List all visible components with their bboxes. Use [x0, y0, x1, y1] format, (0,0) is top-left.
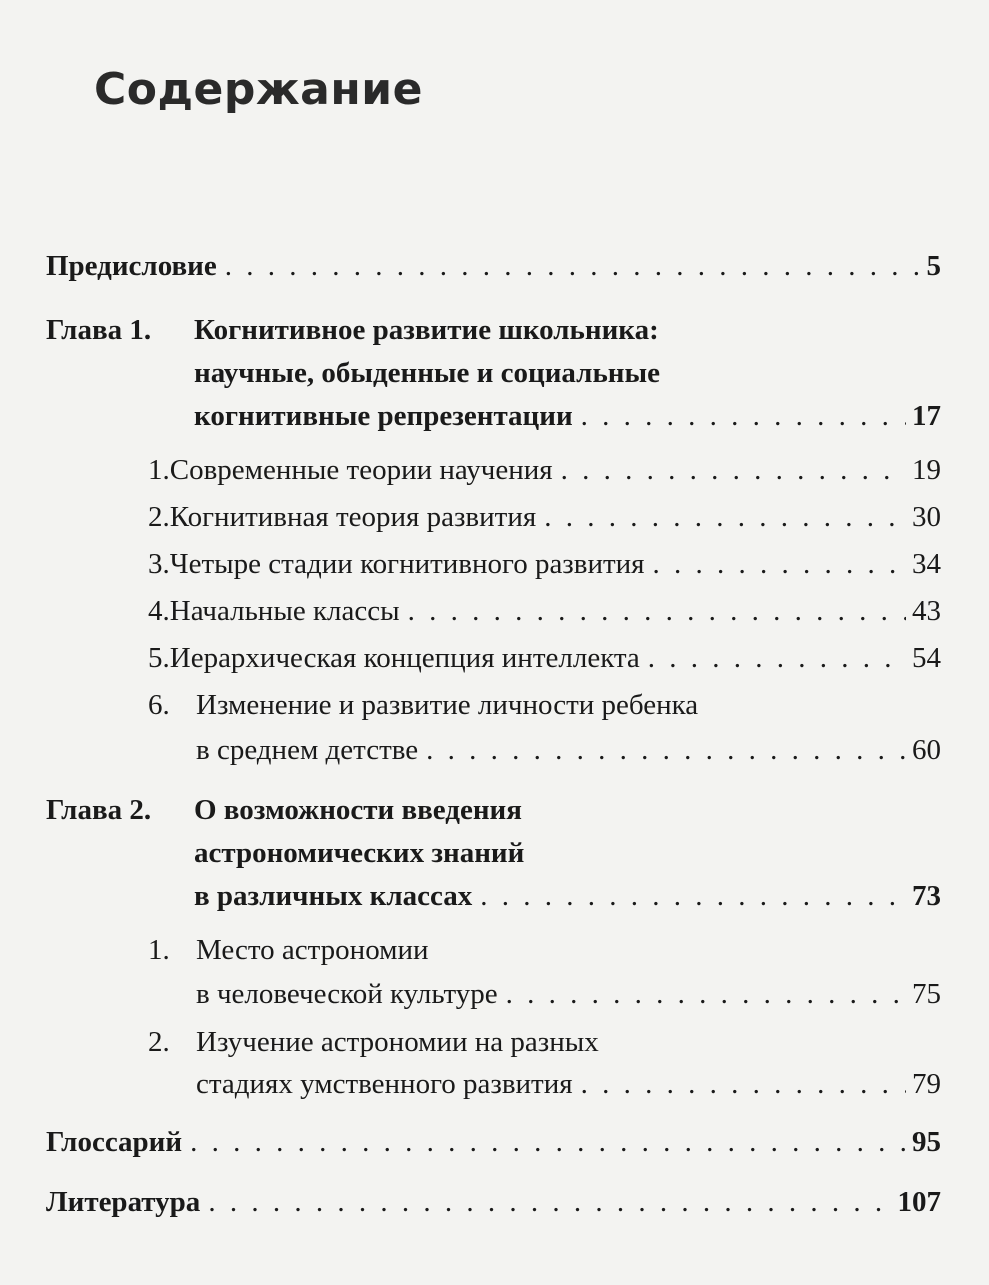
- dot-leader: [544, 497, 906, 537]
- toc-chapter-1-line-2: [194, 353, 941, 393]
- toc-chapter-1-line-1[interactable]: [46, 310, 941, 350]
- toc-section-1-6-cont: [196, 730, 941, 770]
- chapter-label: Глава 2.: [46, 794, 152, 826]
- toc-section-1-6[interactable]: [148, 685, 941, 725]
- toc-section-2-1-cont: [196, 974, 941, 1014]
- toc-section-1-5[interactable]: [148, 638, 941, 678]
- dot-leader: [190, 1122, 906, 1162]
- dot-leader: [506, 974, 906, 1014]
- toc-page-number: 54: [912, 642, 941, 674]
- section-title: Иерархическая концепция интеллекта: [169, 642, 640, 674]
- toc-page-number: 34: [912, 548, 941, 580]
- toc-entry-literature[interactable]: [46, 1182, 941, 1222]
- section-title: Современные теории научения: [169, 454, 553, 486]
- toc-section-1-3[interactable]: [148, 544, 941, 584]
- chapter-title-line: когнитивные репрезентации: [194, 400, 573, 432]
- section-number: 1.: [148, 934, 170, 966]
- chapter-title-line: Когнитивное развитие школьника:: [194, 314, 659, 346]
- chapter-label: Глава 1.: [46, 314, 152, 346]
- page-title: Содержание: [94, 64, 423, 115]
- section-number: 6.: [148, 689, 170, 721]
- chapter-title-line: астрономических знаний: [194, 837, 525, 869]
- section-title: стадиях умственного развития: [196, 1068, 573, 1100]
- section-number: 1.: [148, 454, 170, 486]
- section-number: 2.: [148, 1026, 170, 1058]
- toc-section-2-2-cont: [196, 1064, 941, 1104]
- toc-entry-glossary[interactable]: [46, 1122, 941, 1162]
- section-number: 2.: [148, 501, 170, 533]
- toc-page-number: 95: [912, 1126, 941, 1158]
- section-number: 3.: [148, 548, 170, 580]
- section-title: Изучение астрономии на разных: [196, 1026, 599, 1058]
- dot-leader: [581, 1064, 906, 1104]
- dot-leader: [480, 876, 906, 916]
- section-title: Изменение и развитие личности ребенка: [196, 689, 699, 721]
- toc-chapter-2-line-1[interactable]: [46, 790, 941, 830]
- toc-page-number: 19: [912, 454, 941, 486]
- section-number: 5.: [148, 642, 170, 674]
- toc-page-number: 75: [912, 978, 941, 1010]
- toc-page-number: 5: [926, 250, 941, 282]
- toc-page-number: 79: [912, 1068, 941, 1100]
- section-title: в человеческой культуре: [196, 978, 498, 1010]
- toc-chapter-2-line-3: [194, 876, 941, 916]
- chapter-title-line: научные, обыденные и социальные: [194, 357, 661, 389]
- dot-leader: [561, 450, 906, 490]
- toc-chapter-1-line-3: [194, 396, 941, 436]
- section-title: Четыре стадии когнитивного развития: [169, 548, 645, 580]
- section-title: Начальные классы: [169, 595, 400, 627]
- dot-leader: [653, 544, 906, 584]
- toc-chapter-2-line-2: [194, 833, 941, 873]
- toc-page-number: 107: [897, 1186, 941, 1218]
- toc-section-1-2[interactable]: [148, 497, 941, 537]
- toc-entry-label: Глоссарий: [46, 1126, 183, 1158]
- toc-page-number: 17: [912, 400, 941, 432]
- dot-leader: [225, 246, 921, 286]
- toc-page-number: 43: [912, 595, 941, 627]
- dot-leader: [648, 638, 906, 678]
- chapter-title-line: О возможности введения: [194, 794, 522, 826]
- chapter-title-line: в различных классах: [194, 880, 473, 912]
- toc-page-number: 73: [912, 880, 941, 912]
- dot-leader: [408, 591, 906, 631]
- toc-page-number: 60: [912, 734, 941, 766]
- toc-entry-preface[interactable]: [46, 246, 941, 286]
- section-title: Когнитивная теория развития: [169, 501, 537, 533]
- section-number: 4.: [148, 595, 170, 627]
- toc-section-2-1[interactable]: [148, 930, 941, 970]
- section-title: в среднем детстве: [196, 734, 419, 766]
- toc-section-2-2[interactable]: [148, 1022, 941, 1062]
- dot-leader: [208, 1182, 891, 1222]
- toc-section-1-4[interactable]: [148, 591, 941, 631]
- toc-entry-label: Предисловие: [46, 250, 217, 282]
- dot-leader: [426, 730, 906, 770]
- toc-entry-label: Литература: [46, 1186, 201, 1218]
- dot-leader: [581, 396, 906, 436]
- toc-section-1-1[interactable]: [148, 450, 941, 490]
- toc-page-number: 30: [912, 501, 941, 533]
- section-title: Место астрономии: [196, 934, 429, 966]
